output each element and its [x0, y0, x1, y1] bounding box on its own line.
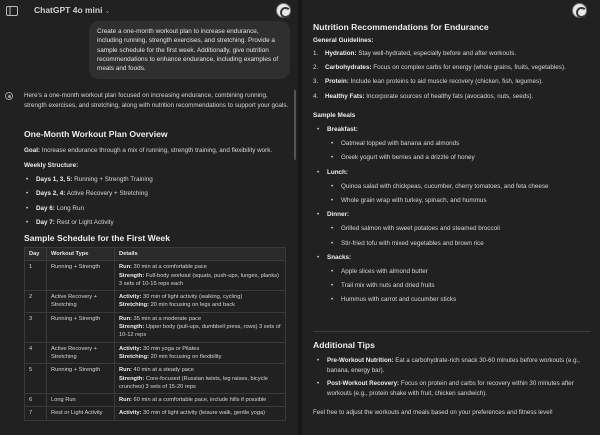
list-item — [313, 379, 593, 398]
detail-text: Full-body workout (squats, push-ups, lunges, planks) 3 sets of 10-15 reps each — [119, 272, 279, 287]
cell-type: Running + Strength — [47, 261, 115, 291]
list-item — [24, 176, 153, 190]
detail-label: Run: — [119, 367, 132, 374]
meal-item: • Trail mix with nuts and dried fruits — [327, 282, 549, 296]
detail-text: 40 min at a steady pace — [131, 367, 194, 374]
detail-text: 35 min at a moderate pace — [131, 315, 202, 322]
cell-day: 2 — [25, 291, 47, 313]
cell-day: 6 — [25, 394, 47, 407]
item-label: Healthy Fats: — [325, 92, 365, 100]
meal-item: • Stir-fried tofu with mixed vegetables and brown rice — [327, 240, 549, 254]
list-item — [313, 64, 566, 78]
table-row — [25, 261, 286, 291]
detail-line — [119, 323, 281, 340]
cell-type: Rest or Light Activity — [47, 407, 115, 420]
item-number: 1. — [313, 50, 319, 57]
detail-label: Run: — [119, 315, 132, 322]
chevron-down-icon: ⌄ — [104, 8, 111, 15]
meal-group — [313, 254, 549, 311]
left-pane — [0, 0, 298, 435]
col-header-type: Workout Type — [47, 248, 115, 261]
meal-item: • Hummus with carrot and cucumber sticks — [327, 296, 549, 310]
item-number: 3. — [313, 78, 319, 86]
detail-label: Strength: — [119, 324, 145, 331]
detail-line — [119, 353, 281, 361]
meal-item: • Grilled salmon with sweet potatoes and steamed broccoli — [327, 225, 549, 239]
weekly-days: Day 7: — [36, 218, 55, 226]
guidelines-title: General Guidelines: — [313, 37, 374, 44]
goal-text: Increase endurance through a mix of running, strength training, and flexibility work. — [40, 147, 273, 154]
meal-group — [313, 169, 549, 212]
scrollbar[interactable] — [294, 90, 296, 160]
detail-label: Run: — [119, 397, 132, 404]
sidebar-toggle-icon[interactable] — [6, 6, 18, 16]
item-number: 4. — [313, 92, 319, 100]
detail-text: 30 min at a comfortable pace — [131, 264, 207, 271]
detail-label: Run: — [119, 264, 132, 271]
item-label: Carbohydrates: — [325, 64, 372, 72]
list-item — [313, 356, 593, 375]
item-label: Hydration: — [325, 50, 357, 57]
detail-text: 20 min focusing on legs and back — [149, 302, 236, 309]
cell-type: Running + Strength — [47, 312, 115, 342]
col-header-details: Details — [115, 248, 286, 261]
table-row — [25, 394, 286, 407]
cell-day: 7 — [25, 407, 47, 420]
meal-group — [313, 211, 549, 254]
list-item — [24, 219, 153, 233]
assistant-icon — [5, 92, 13, 100]
meal-item: • Apple slices with almond butter — [327, 268, 549, 282]
meal-group — [313, 126, 549, 169]
user-message: Create a one-month workout plan to increase endurance, including running, strength exercises, and stretching. Provide a sample schedule for the first week. Additionally, give nutrition recommendations to enhance endurance, including examples of meals and foods. — [89, 21, 290, 79]
tip-label: Post-Workout Recovery: — [327, 380, 400, 388]
right-pane — [302, 0, 600, 435]
tips-title: Additional Tips — [313, 340, 375, 350]
cell-type: Running + Strength — [47, 364, 115, 394]
weekly-days: Day 6: — [36, 204, 55, 212]
cell-details — [115, 261, 286, 291]
meal-name: • Dinner: — [327, 211, 350, 219]
detail-line — [119, 301, 281, 309]
goal-line — [24, 146, 292, 156]
assistant-intro: Here's a one-month workout plan focused on increasing endurance, combining running, strength exercises, and stretching, along with nutrition recommendations to support your goals. — [24, 92, 289, 109]
detail-label: Activity: — [119, 410, 142, 417]
item-text: Focus on complex carbs for energy (whole grains, fruits, vegetables). — [371, 64, 566, 72]
weekly-text: Rest or Light Activity — [54, 218, 114, 226]
plan-title: One-Month Workout Plan Overview — [24, 129, 168, 139]
meal-item: • Oatmeal topped with banana and almonds — [327, 140, 549, 154]
guidelines-list — [313, 50, 566, 107]
cell-details — [115, 312, 286, 342]
list-item — [313, 93, 566, 107]
model-selector[interactable] — [34, 5, 110, 15]
cell-details — [115, 407, 286, 420]
meal-name: • Breakfast: — [327, 126, 358, 133]
detail-label: Activity: — [119, 345, 142, 352]
cell-details — [115, 342, 286, 364]
meal-name: • Snacks: — [327, 253, 352, 261]
detail-text: 30 min of light activity (walking, cycling) — [141, 294, 243, 301]
detail-line — [119, 263, 281, 271]
schedule-title: Sample Schedule for the First Week — [24, 233, 170, 243]
meals-list — [313, 126, 549, 310]
cell-day: 1 — [25, 261, 47, 291]
detail-label: Stretching: — [119, 353, 150, 360]
list-item — [313, 78, 566, 92]
table-row — [25, 291, 286, 313]
cell-day: 3 — [25, 312, 47, 342]
item-text: Include lean proteins to aid muscle recovery (chicken, fish, legumes). — [348, 78, 544, 86]
table-row — [25, 342, 286, 364]
detail-line — [119, 409, 281, 417]
weekly-text: Running + Strength Training — [72, 176, 153, 183]
model-name: ChatGPT 4o mini — [34, 5, 103, 15]
cell-day: 4 — [25, 342, 47, 364]
detail-label: Stretching: — [119, 302, 150, 309]
detail-text: 30 min yoga or Pilates — [141, 345, 200, 352]
detail-line — [119, 272, 281, 289]
cell-type: Active Recovery + Stretching — [47, 342, 115, 364]
detail-text: 30 min of light activity (leisure walk, gentle yoga) — [141, 410, 266, 417]
detail-line — [119, 366, 281, 374]
table-row — [25, 407, 286, 420]
table-row — [25, 312, 286, 342]
meal-name: • Lunch: — [327, 168, 348, 176]
list-item — [313, 50, 566, 64]
detail-line — [119, 375, 281, 392]
tips-list — [313, 356, 593, 402]
item-text: Stay well-hydrated, especially before and after workouts. — [356, 50, 517, 57]
detail-label: Strength: — [119, 375, 145, 382]
meal-item: • Whole grain wrap with turkey, spinach, and hummus — [327, 197, 549, 211]
cell-details — [115, 394, 286, 407]
schedule-table — [24, 247, 286, 421]
col-header-day: Day — [25, 248, 47, 261]
detail-line — [119, 293, 281, 301]
cell-details — [115, 364, 286, 394]
meals-title: Sample Meals — [313, 112, 356, 119]
tip-label: Pre-Workout Nutrition: — [327, 357, 394, 364]
detail-label: Activity: — [119, 294, 142, 301]
detail-label: Strength: — [119, 272, 145, 279]
detail-line — [119, 345, 281, 353]
detail-line — [119, 315, 281, 323]
cell-type: Long Run — [47, 394, 115, 407]
openai-logo-icon[interactable] — [572, 3, 587, 18]
weekly-days: Days 2, 4: — [36, 190, 66, 198]
weekly-list — [24, 176, 153, 233]
item-number: 2. — [313, 64, 319, 72]
meal-item: • Quinoa salad with chickpeas, cucumber, cherry tomatoes, and feta cheese — [327, 183, 549, 197]
divider — [313, 331, 591, 332]
meal-item: • Greek yogurt with berries and a drizzle of honey — [327, 154, 549, 168]
tip-text: Focus on protein and carbs for recovery within 30 minutes after workouts (e.g., protein shake with fruit, chicken sandwich). — [327, 380, 574, 397]
table-header-row — [25, 248, 286, 261]
weekly-text: Active Recovery + Stretching — [65, 190, 148, 198]
openai-logo-icon[interactable] — [276, 3, 291, 18]
detail-text: Upper body (pull-ups, dumbbell press, rows) 3 sets of 10-12 reps — [119, 324, 281, 339]
weekly-title: Weekly Structure: — [24, 162, 79, 169]
detail-text: 60 min at a comfortable pace, include hills if possible — [131, 397, 267, 404]
weekly-days: Days 1, 3, 5: — [36, 176, 73, 183]
item-text: Incorporate sources of healthy fats (avocados, nuts, seeds). — [364, 92, 534, 100]
detail-text: 20 min focusing on flexibility — [149, 353, 222, 360]
weekly-text: Long Run — [54, 204, 84, 212]
list-item — [24, 190, 153, 204]
item-label: Protein: — [325, 78, 349, 86]
cell-details — [115, 291, 286, 313]
cell-day: 5 — [25, 364, 47, 394]
closing-text: Feel free to adjust the workouts and meals based on your preferences and fitness level! — [313, 409, 553, 416]
nutrition-title: Nutrition Recommendations for Endurance — [313, 22, 489, 32]
tip-text: Eat a carbohydrate-rich snack 30-60 minutes before workouts (e.g., banana, energy bar). — [327, 357, 580, 374]
cell-type: Active Recovery + Stretching — [47, 291, 115, 313]
detail-line — [119, 396, 281, 404]
detail-text: Core-focused (Russian twists, leg raises, bicycle crunches) 3 sets of 15-20 reps — [119, 375, 268, 390]
list-item — [24, 205, 153, 219]
table-row — [25, 364, 286, 394]
goal-label: Goal: — [24, 147, 41, 154]
